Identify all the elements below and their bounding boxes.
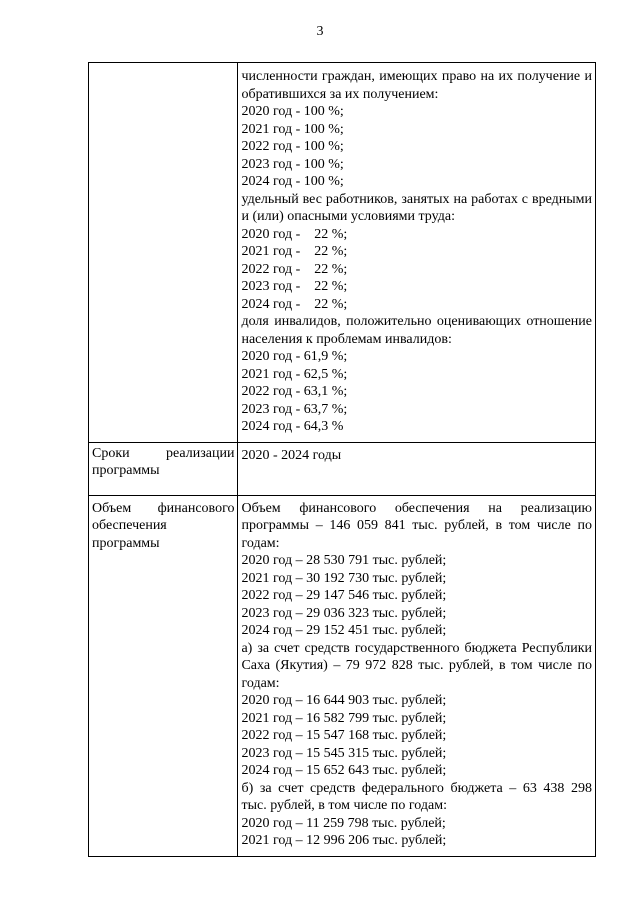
- page-number: 3: [316, 24, 324, 39]
- financing-year-line: 2020 год – 11 259 798 тыс. рублей;: [241, 815, 446, 831]
- table-row: [89, 495, 596, 856]
- indicator-value-line: 2020 год - 22 %;: [241, 226, 348, 242]
- financing-year-line: 2022 год – 29 147 546 тыс. рублей;: [241, 588, 447, 603]
- indicator-text: численности граждан, имеющих право на их получение и обратившихся за их получением:: [241, 69, 592, 102]
- indicator-value-line: 2023 год - 100 %;: [241, 156, 344, 172]
- financing-text: а) за счет средств государственного бюджета Республики Саха (Якутия) – 79 972 828 тыс. рублей, в том числе по годам:: [241, 640, 592, 691]
- financing-year-line: 2022 год – 15 547 168 тыс. рублей;: [241, 728, 447, 743]
- indicator-value-line: 2020 год - 100 %;: [241, 104, 344, 119]
- financing-year-line: 2020 год – 28 530 791 тыс. рублей;: [241, 553, 447, 568]
- financing-year-line: 2021 год – 30 192 730 тыс. рублей;: [241, 570, 447, 586]
- indicator-value-line: 2023 год - 63,7 %;: [241, 401, 348, 417]
- indicator-value-line: 2021 год - 100 %;: [241, 121, 344, 137]
- indicator-value-line: 2021 год - 62,5 %;: [241, 366, 348, 382]
- table-row: [89, 63, 596, 443]
- program-passport-table: [88, 62, 596, 857]
- row-label: Сроки реализации программы: [92, 445, 235, 478]
- financing-year-line: 2023 год – 29 036 323 тыс. рублей;: [241, 605, 447, 621]
- row-label-empty: [89, 63, 238, 443]
- row-label: Объем финансового обеспечения программы: [92, 500, 235, 551]
- financing-year-line: 2023 год – 15 545 315 тыс. рублей;: [241, 745, 447, 761]
- financing-year-line: 2021 год – 12 996 206 тыс. рублей;: [241, 833, 447, 848]
- table-row: [89, 442, 596, 495]
- indicator-text: доля инвалидов, положительно оценивающих отношение населения к проблемам инвалидов:: [241, 314, 592, 347]
- implementation-period-label: [89, 442, 238, 495]
- indicator-value-line: 2024 год - 64,3 %: [241, 419, 344, 434]
- indicator-value-line: 2024 год - 22 %;: [241, 296, 348, 312]
- financing-label: [89, 495, 238, 856]
- indicators-cell: [238, 63, 596, 443]
- indicator-text: удельный вес работников, занятых на работах с вредными и (или) опасными условиями труда:: [241, 191, 592, 224]
- indicator-value-line: 2022 год - 63,1 %;: [241, 384, 348, 399]
- financing-cell: [238, 495, 596, 856]
- indicator-value-line: 2024 год - 100 %;: [241, 174, 344, 189]
- indicator-value-line: 2023 год - 22 %;: [241, 279, 348, 294]
- financing-year-line: 2024 год – 29 152 451 тыс. рублей;: [241, 623, 447, 638]
- financing-year-line: 2020 год – 16 644 903 тыс. рублей;: [241, 693, 447, 708]
- financing-year-line: 2021 год – 16 582 799 тыс. рублей;: [241, 710, 447, 726]
- indicator-value-line: 2020 год - 61,9 %;: [241, 349, 348, 364]
- financing-text: б) за счет средств федерального бюджета – 63 438 298 тыс. рублей, в том числе по годам:: [241, 780, 592, 813]
- implementation-period-cell: [238, 442, 596, 495]
- financing-year-line: 2024 год – 15 652 643 тыс. рублей;: [241, 763, 447, 778]
- indicator-value-line: 2021 год - 22 %;: [241, 244, 348, 259]
- indicator-value-line: 2022 год - 22 %;: [241, 261, 348, 277]
- implementation-period-value: 2020 - 2024 годы: [241, 447, 342, 463]
- indicator-value-line: 2022 год - 100 %;: [241, 139, 344, 154]
- financing-text: Объем финансового обеспечения на реализацию программы – 146 059 841 тыс. рублей, в том числе по годам:: [241, 500, 592, 551]
